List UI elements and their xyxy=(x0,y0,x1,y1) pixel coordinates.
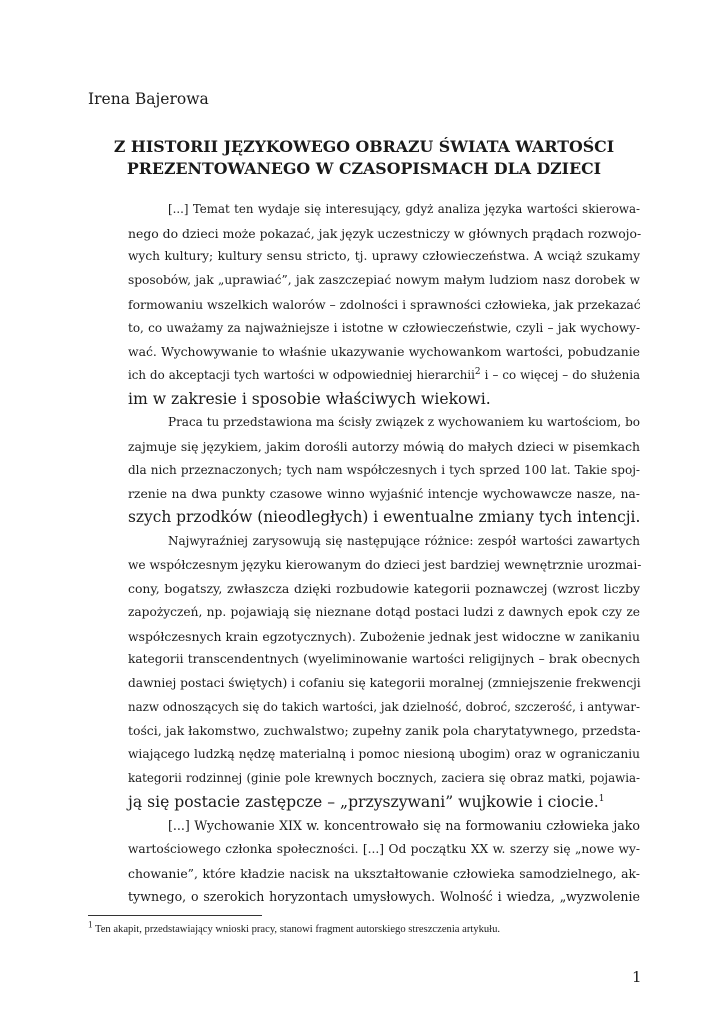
text-line: kategorii transcendentnych (wyeliminowanie wartości religijnych – brak obecnych xyxy=(128,652,640,667)
text-line-with-footnote xyxy=(88,791,640,815)
text-line: rzenie na dwa punkty czasowe winno wyjaśnić intencje wychowawcze nasze, na- xyxy=(128,486,640,502)
text-line: zapożyczeń, np. pojawiają się nieznane dotąd postaci ludzi z dawnych epok czy ze xyxy=(128,604,640,619)
page-number: 1 xyxy=(632,968,642,986)
text-segment: ją się postacie zastępcze – „przyszywani” wujkowie i ciocie. xyxy=(128,792,599,811)
text-line: wych kultury; kultury sensu stricto, tj. uprawy człowieczeństwa. A wciąż szukamy xyxy=(128,249,640,264)
footnote-ref: 2 xyxy=(474,367,481,377)
text-segment: i – co więcej – do służenia xyxy=(480,367,640,382)
footnote-text: Ten akapit, przedstawiający wnioski pracy, stanowi fragment autorskiego streszczenia artykułu. xyxy=(92,924,501,935)
title-line: Z HISTORII JĘZYKOWEGO OBRAZU ŚWIATA WARTOŚCI xyxy=(113,137,615,156)
text-line: tości, jak łakomstwo, zuchwalstwo; zupełny zanik pola charytatywnego, przedsta- xyxy=(128,723,641,739)
footnote xyxy=(88,919,640,935)
footnote-separator xyxy=(88,915,262,916)
footnote-number: 1 xyxy=(88,919,93,930)
text-line: nego do dzieci może pokazać, jak język uczestniczy w głównych prądach rozwojo- xyxy=(128,225,642,241)
text-line: nazw odnoszących się do takich wartości, jak dzielność, dobroć, szczerość, i antywar- xyxy=(128,699,640,714)
text-line: współczesnych krain egzotycznych). Zubożenie jednak jest widoczne w zanikaniu xyxy=(128,628,640,644)
footnote-ref: 1 xyxy=(598,793,605,804)
text-line: cony, bogatszy, zwłaszcza dzięki rozbudowie kategorii poznawczej (wzrost liczby xyxy=(128,581,640,597)
text-line: [...] Wychowanie XIX w. koncentrowało się na formowaniu człowieka jako xyxy=(168,818,640,834)
text-line: to, co uważamy za najważniejsze i istotne w człowieczeństwie, czyli – jak wychowy- xyxy=(128,320,640,335)
text-line: chowanie”, które kładzie nacisk na ukształtowanie człowieka samodzielnego, ak- xyxy=(128,865,640,881)
text-line: sposobów, jak „uprawiać”, jak zaszczepiać nowym małym ludziom nasz dorobek w xyxy=(128,273,640,288)
title-line: PREZENTOWANEGO W CZASOPISMACH DLA DZIECI xyxy=(126,159,602,178)
text-line: Praca tu przedstawiona ma ścisły związek z wychowaniem ku wartościom, bo xyxy=(168,415,640,430)
text-segment: ich do akceptacji tych wartości w odpowiedniej hierarchii xyxy=(128,367,475,382)
text-line: we współczesnym języku kierowanym do dzieci jest bardziej wewnętrznie urozmai- xyxy=(128,557,642,572)
text-line: dawniej postaci świętych) i cofaniu się kategorii moralnej (zmniejszenie frekwencji xyxy=(128,676,641,691)
text-line: szych przodków (nieodległych) i ewentualne zmiany tych intencji. xyxy=(128,508,641,527)
text-line: dla nich przeznaczonych; tych nam współczesnych i tych sprzed 100 lat. Takie spoj- xyxy=(128,462,640,477)
text-line: wiającego ludzką nędzę materialną i pomoc niesioną ubogim) oraz w ograniczaniu xyxy=(128,747,640,762)
article-title xyxy=(88,136,640,180)
paragraph xyxy=(88,530,640,814)
text-line: formowaniu wszelkich walorów – zdolności i sprawności człowieka, jak przekazać xyxy=(128,296,641,312)
paragraph xyxy=(88,814,640,909)
text-line: Najwyraźniej zarysowują się następujące różnice: zespół wartości zawartych xyxy=(168,533,640,548)
text-line: wartościowego członka społeczności. [...] Od początku XX w. szerzy się „nowe wy- xyxy=(128,841,640,856)
text-line: tywnego, o szerokich horyzontach umysłowych. Wolność i wiedza, „wyzwolenie xyxy=(128,889,640,905)
article-body xyxy=(88,198,640,909)
text-line: [...] Temat ten wydaje się interesujący, gdyż analiza języka wartości skierowa- xyxy=(168,202,640,216)
text-line: kategorii rodzinnej (ginie pole krewnych bocznych, zaciera się obraz matki, pojawia- xyxy=(128,770,640,785)
author-name: Irena Bajerowa xyxy=(88,90,209,108)
text-line: wać. Wychowywanie to właśnie ukazywanie wychowankom wartości, pobudzanie xyxy=(128,344,640,360)
text-line: zajmuje się językiem, jakim dorośli autorzy mówią do małych dzieci w pisemkach xyxy=(128,439,640,455)
paragraph xyxy=(88,198,640,411)
text-line-with-footnote xyxy=(88,364,640,388)
text-line: im w zakresie i sposobie właściwych wiekowi. xyxy=(128,389,491,408)
paragraph xyxy=(88,411,640,530)
